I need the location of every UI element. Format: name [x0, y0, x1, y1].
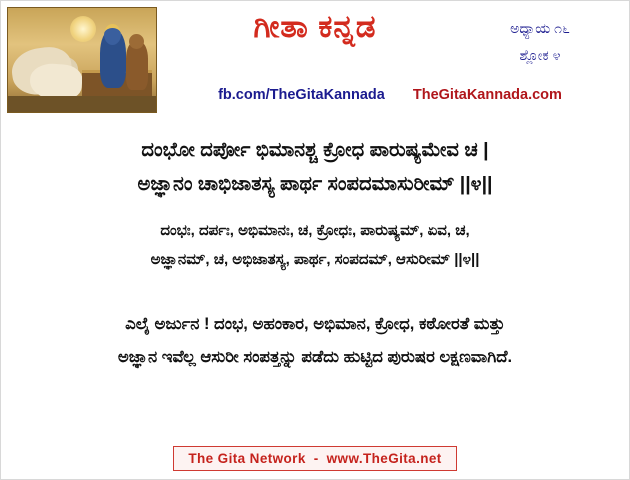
- page-title: ಗೀತಾ ಕನ್ನಡ: [253, 9, 377, 44]
- footer: [1, 446, 629, 471]
- padachheda-line-1: ದಂಭಃ, ದರ್ಪಃ, ಅಭಿಮಾನಃ, ಚ, ಕ್ರೋಧಃ, ಪಾರುಷ್ಯಮ್, ಏವ, ಚ,: [160, 222, 470, 240]
- shloka-label: ಶ್ಲೋಕ ೪: [519, 46, 561, 63]
- image-arjuna-figure: [126, 42, 148, 90]
- sanskrit-verse: [17, 133, 613, 201]
- image-ground: [8, 96, 156, 112]
- footer-separator: -: [313, 451, 319, 466]
- footer-site-link[interactable]: www.TheGita.net: [326, 451, 442, 466]
- website-link[interactable]: TheGitaKannada.com: [412, 87, 562, 103]
- header: [1, 1, 629, 119]
- footer-bar: [173, 446, 456, 471]
- padachheda-line-2: ಅಜ್ಞಾನಮ್, ಚ, ಅಭಿಜಾತಸ್ಯ, ಪಾರ್ಥ, ಸಂಪದಮ್, ಆಸುರೀಮ್ ||೪||: [150, 250, 480, 268]
- sanskrit-verse-line-2: ಅಜ್ಞಾನಂ ಚಾಭಿಜಾತಸ್ಯ ಪಾರ್ಥ ಸಂಪದಮಾಸುರೀಮ್ ||೪||: [137, 173, 493, 196]
- facebook-link[interactable]: fb.com/TheGitaKannada: [218, 87, 385, 103]
- links-row: [161, 87, 619, 103]
- padachheda-block: [17, 217, 613, 274]
- chapter-label: ಅಧ್ಯಾಯ ೧೬: [510, 20, 570, 36]
- chapter-info: [465, 15, 615, 68]
- verse-content: [1, 125, 629, 425]
- kannada-meaning-line-1: ಎಲೈ ಅರ್ಜುನ ! ದಂಭ, ಅಹಂಕಾರ, ಅಭಿಮಾನ, ಕ್ರೋಧ, ಕಠೋರತೆ ಮತ್ತು: [125, 315, 505, 334]
- sanskrit-verse-line-1: ದಂಭೋ ದರ್ಪೋ ಭಿಮಾನಶ್ಚ ಕ್ರೋಧ ಪಾರುಷ್ಯಮೇವ ಚ |: [141, 139, 489, 161]
- footer-network-label: The Gita Network: [188, 451, 306, 466]
- kannada-meaning-block: [17, 308, 613, 374]
- kannada-meaning-line-2: ಅಜ್ಞಾನ ಇವೆಲ್ಲ ಆಸುರೀ ಸಂಪತ್ತನ್ನು ಪಡೆದು ಹುಟ್ಟಿದ ಪುರುಷರ ಲಕ್ಷಣವಾಗಿದೆ.: [117, 348, 513, 367]
